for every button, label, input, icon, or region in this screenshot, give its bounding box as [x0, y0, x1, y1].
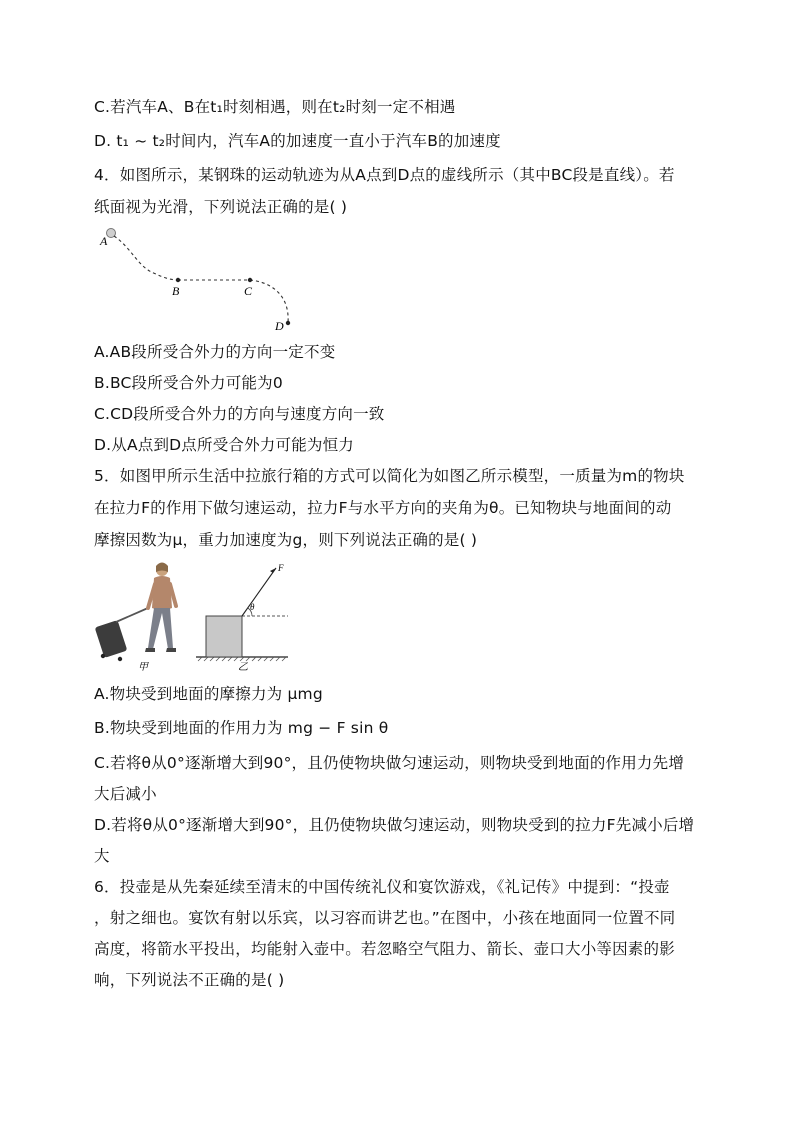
- label-a: A: [100, 234, 108, 248]
- label-b: B: [172, 284, 180, 298]
- q5-option-c-line1[interactable]: C.若将θ从0°逐渐增大到90°，且仍使物块做匀速运动，则物块受到地面的作用力先增: [94, 754, 685, 772]
- q5-option-d-line1[interactable]: D.若将θ从0°逐渐增大到90°，且仍使物块做匀速运动，则物块受到的拉力F先减小后增: [94, 816, 695, 834]
- q5-stem-line1: 5．如图甲所示生活中拉旅行箱的方式可以简化为如图乙所示模型，一质量为m的物块: [94, 467, 685, 485]
- suitcase-handle: [116, 608, 148, 622]
- q6-stem-line4: 响，下列说法不正确的是( ): [94, 971, 285, 989]
- q4-stem-line2: 纸面视为光滑，下列说法正确的是( ): [94, 198, 348, 216]
- label-yi: 乙: [238, 662, 248, 672]
- point-d: [286, 321, 290, 325]
- q4-option-c[interactable]: C.CD段所受合外力的方向与速度方向一致: [94, 405, 385, 423]
- force-arrow: [242, 568, 276, 616]
- q5-option-a[interactable]: A.物块受到地面的摩擦力为 μmg: [94, 685, 323, 703]
- label-angle: θ: [250, 602, 255, 612]
- label-c: C: [244, 284, 253, 298]
- label-d: D: [275, 319, 284, 333]
- q5-option-c-line2[interactable]: 大后减小: [94, 785, 157, 803]
- q5-figure-jia: [94, 558, 194, 672]
- q6-stem-line1: 6．投壶是从先秦延续至清末的中国传统礼仪和宴饮游戏，《礼记传》中提到：“投壶: [94, 878, 670, 896]
- q4-trajectory-figure: [94, 224, 304, 336]
- q6-stem-line2: ，射之细也。宴饮有射以乐宾，以习容而讲艺也。”在图中，小孩在地面同一位置不同: [94, 909, 676, 927]
- trajectory-curve-ab: [114, 236, 178, 280]
- q4-option-b[interactable]: B.BC段所受合外力可能为0: [94, 374, 283, 392]
- q5-option-b[interactable]: B.物块受到地面的作用力为 mg − F sin θ: [94, 719, 389, 737]
- point-c: [248, 278, 252, 282]
- q4-option-d[interactable]: D.从A点到D点所受合外力可能为恒力: [94, 436, 355, 454]
- q5-figure-yi: [194, 558, 294, 672]
- q6-stem-line3: 高度，将箭水平投出，均能射入壶中。若忽略空气阻力、箭长、壶口大小等因素的影: [94, 940, 675, 958]
- q4-stem-line1: 4．如图所示，某钢珠的运动轨迹为从A点到D点的虚线所示（其中BC段是直线）。若: [94, 166, 675, 184]
- point-b: [176, 278, 180, 282]
- person-torso: [152, 576, 172, 610]
- suitcase: [95, 620, 128, 658]
- q5-stem-line3: 摩擦因数为μ，重力加速度为g，则下列说法正确的是( ): [94, 531, 478, 549]
- q3-option-d[interactable]: D. t₁ ~ t₂时间内，汽车A的加速度一直小于汽车B的加速度: [94, 132, 501, 150]
- q5-option-d-line2[interactable]: 大: [94, 847, 110, 865]
- q5-stem-line2: 在拉力F的作用下做匀速运动，拉力F与水平方向的夹角为θ。已知物块与地面间的动: [94, 499, 672, 517]
- q3-option-c[interactable]: C.若汽车A、B在t₁时刻相遇，则在t₂时刻一定不相遇: [94, 98, 456, 116]
- q4-option-a[interactable]: A.AB段所受合外力的方向一定不变: [94, 343, 336, 361]
- block: [206, 616, 242, 657]
- label-jia: 甲: [138, 662, 148, 672]
- label-force: F: [278, 563, 284, 573]
- trajectory-curve-cd: [250, 280, 288, 323]
- person-legs: [148, 608, 173, 649]
